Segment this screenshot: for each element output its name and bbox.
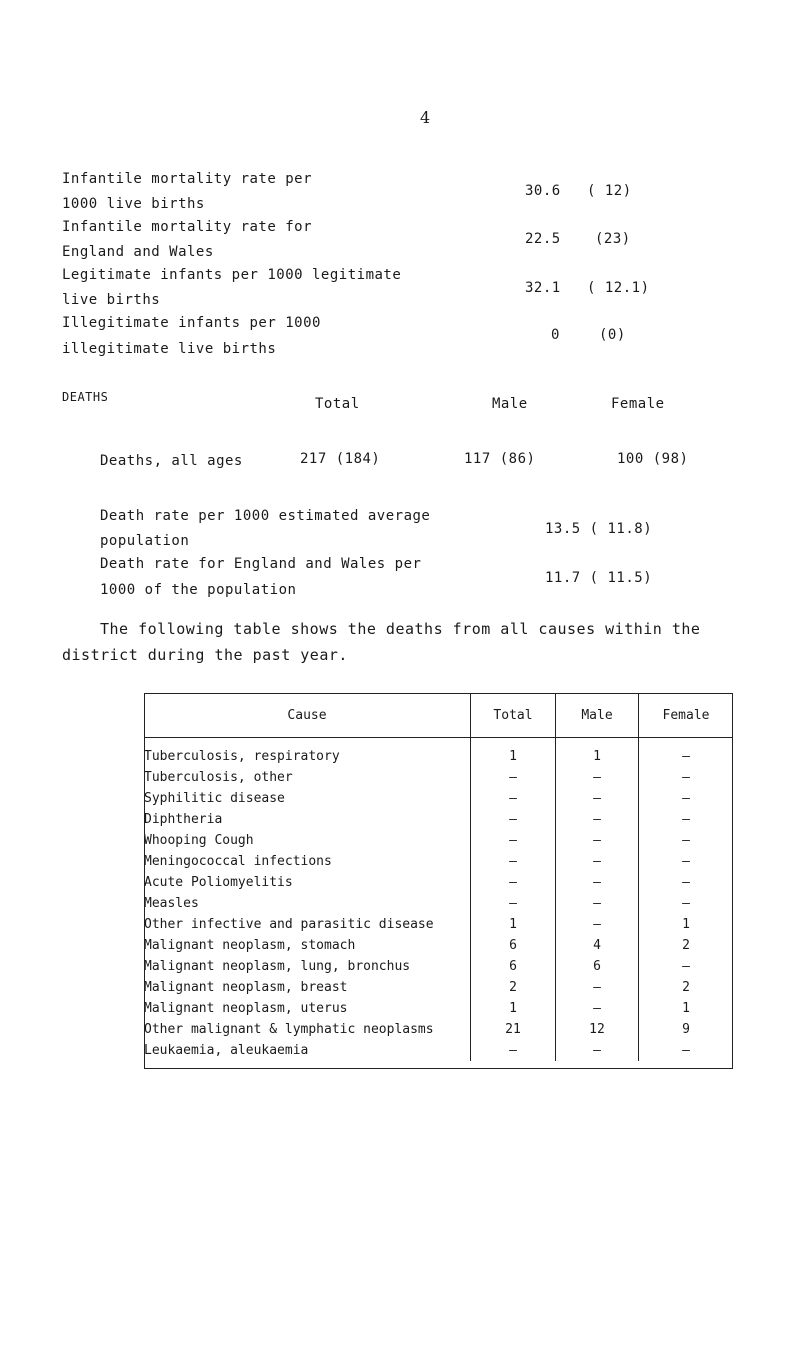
cell-total: – bbox=[471, 830, 556, 851]
cell-total: 1 bbox=[471, 914, 556, 935]
cell-total: 1 bbox=[471, 738, 556, 768]
cell-female: – bbox=[682, 959, 690, 974]
causes-table bbox=[144, 693, 733, 1061]
page-number: 4 bbox=[420, 108, 431, 127]
rate-2-value: 22.5 bbox=[525, 231, 561, 247]
cell-cause: Other malignant & lymphatic neoplasms bbox=[144, 1019, 471, 1040]
cell-female: – bbox=[682, 791, 690, 806]
table-row bbox=[144, 738, 733, 768]
table-row bbox=[144, 956, 733, 977]
deaths-heading: DEATHS bbox=[62, 390, 109, 404]
header-female: Female bbox=[639, 693, 734, 738]
rate-3-value: 32.1 bbox=[525, 280, 561, 296]
cell-total: 6 bbox=[471, 935, 556, 956]
cell-total: – bbox=[471, 767, 556, 788]
cell-female: – bbox=[682, 1043, 690, 1058]
cell-female: – bbox=[682, 833, 690, 848]
death-rate-label-line-2: population bbox=[100, 533, 190, 549]
header-cause: Cause bbox=[144, 693, 471, 738]
cell-cause: Whooping Cough bbox=[144, 830, 471, 851]
rate-4-label-line-2: illegitimate live births bbox=[62, 341, 277, 357]
cell-cause: Leukaemia, aleukaemia bbox=[144, 1040, 471, 1061]
deaths-all-ages-total: 217 (184) bbox=[300, 451, 381, 467]
cell-male: 1 bbox=[556, 738, 639, 768]
deaths-col-male: Male bbox=[492, 396, 528, 412]
cell-female: – bbox=[682, 812, 690, 827]
death-rate-value: 13.5 ( 11.8) bbox=[545, 521, 653, 537]
deaths-col-total: Total bbox=[315, 396, 360, 412]
deaths-col-female: Female bbox=[611, 396, 665, 412]
rate-4-label-line-1: Illegitimate infants per 1000 bbox=[62, 315, 321, 331]
table-row bbox=[144, 830, 733, 851]
rate-4-prev: (0) bbox=[599, 327, 626, 343]
header-total: Total bbox=[471, 693, 556, 738]
table-row bbox=[144, 893, 733, 914]
cell-male: – bbox=[556, 830, 639, 851]
cell-female: – bbox=[682, 896, 690, 911]
table-row bbox=[144, 767, 733, 788]
table-header-row bbox=[144, 693, 733, 738]
cell-female: 9 bbox=[682, 1022, 690, 1037]
cell-female: – bbox=[682, 854, 690, 869]
cell-total: 6 bbox=[471, 956, 556, 977]
intro-line-1: The following table shows the deaths from all causes within the bbox=[100, 620, 701, 638]
table-row bbox=[144, 935, 733, 956]
rate-1-label-line-2: 1000 live births bbox=[62, 196, 205, 212]
cell-total: 21 bbox=[471, 1019, 556, 1040]
cell-female: 1 bbox=[682, 1001, 690, 1016]
cell-cause: Syphilitic disease bbox=[144, 788, 471, 809]
cell-male: – bbox=[556, 893, 639, 914]
rate-4-value: 0 bbox=[551, 327, 560, 343]
cell-cause: Malignant neoplasm, breast bbox=[144, 977, 471, 998]
cell-male: – bbox=[556, 914, 639, 935]
table-row bbox=[144, 1040, 733, 1061]
rate-3-label-line-1: Legitimate infants per 1000 legitimate bbox=[62, 267, 402, 283]
table-row bbox=[144, 851, 733, 872]
cell-total: – bbox=[471, 1040, 556, 1061]
rate-1-value: 30.6 bbox=[525, 183, 561, 199]
rate-1-label-line-1: Infantile mortality rate per bbox=[62, 171, 313, 187]
cell-male: – bbox=[556, 998, 639, 1019]
cell-cause: Tuberculosis, other bbox=[144, 767, 471, 788]
cell-cause: Acute Poliomyelitis bbox=[144, 872, 471, 893]
rate-2-label-line-1: Infantile mortality rate for bbox=[62, 219, 313, 235]
ew-rate-value: 11.7 ( 11.5) bbox=[545, 570, 653, 586]
cell-total: 1 bbox=[471, 998, 556, 1019]
cell-cause: Malignant neoplasm, stomach bbox=[144, 935, 471, 956]
cell-male: – bbox=[556, 767, 639, 788]
cell-female: 2 bbox=[682, 980, 690, 995]
cell-male: – bbox=[556, 872, 639, 893]
cell-female: 2 bbox=[682, 938, 690, 953]
cell-male: – bbox=[556, 851, 639, 872]
deaths-all-ages-female: 100 (98) bbox=[617, 451, 689, 467]
cell-male: – bbox=[556, 788, 639, 809]
cell-male: – bbox=[556, 1040, 639, 1061]
rate-1-prev: ( 12) bbox=[587, 183, 632, 199]
rate-2-prev: (23) bbox=[595, 231, 631, 247]
table-row bbox=[144, 809, 733, 830]
cell-total: – bbox=[471, 893, 556, 914]
rate-3-prev: ( 12.1) bbox=[587, 280, 650, 296]
rate-2-label-line-2: England and Wales bbox=[62, 244, 214, 260]
intro-line-2: district during the past year. bbox=[62, 646, 348, 664]
table-row bbox=[144, 914, 733, 935]
cell-male: – bbox=[556, 977, 639, 998]
cell-cause: Tuberculosis, respiratory bbox=[144, 738, 471, 768]
cell-cause: Malignant neoplasm, lung, bronchus bbox=[144, 956, 471, 977]
table-row bbox=[144, 998, 733, 1019]
cell-female: – bbox=[682, 749, 690, 764]
table-row bbox=[144, 977, 733, 998]
cell-female: 1 bbox=[682, 917, 690, 932]
cell-male: 12 bbox=[556, 1019, 639, 1040]
deaths-all-ages-label: Deaths, all ages bbox=[100, 453, 243, 469]
cell-total: – bbox=[471, 851, 556, 872]
table-body bbox=[144, 738, 733, 1062]
cell-total: – bbox=[471, 788, 556, 809]
cell-total: – bbox=[471, 809, 556, 830]
cell-male: 4 bbox=[556, 935, 639, 956]
cell-cause: Measles bbox=[144, 893, 471, 914]
table-row bbox=[144, 788, 733, 809]
header-male: Male bbox=[556, 693, 639, 738]
cell-male: – bbox=[556, 809, 639, 830]
cell-total: 2 bbox=[471, 977, 556, 998]
cell-cause: Meningococcal infections bbox=[144, 851, 471, 872]
cell-male: 6 bbox=[556, 956, 639, 977]
cell-cause: Other infective and parasitic disease bbox=[144, 914, 471, 935]
cell-female: – bbox=[682, 770, 690, 785]
cell-female: – bbox=[682, 875, 690, 890]
cell-total: – bbox=[471, 872, 556, 893]
deaths-all-ages-male: 117 (86) bbox=[464, 451, 536, 467]
table-row bbox=[144, 1019, 733, 1040]
cell-cause: Malignant neoplasm, uterus bbox=[144, 998, 471, 1019]
ew-rate-label-line-2: 1000 of the population bbox=[100, 582, 297, 598]
death-rate-label-line-1: Death rate per 1000 estimated average bbox=[100, 508, 431, 524]
rate-3-label-line-2: live births bbox=[62, 292, 161, 308]
cell-cause: Diphtheria bbox=[144, 809, 471, 830]
table-row bbox=[144, 872, 733, 893]
ew-rate-label-line-1: Death rate for England and Wales per bbox=[100, 556, 422, 572]
